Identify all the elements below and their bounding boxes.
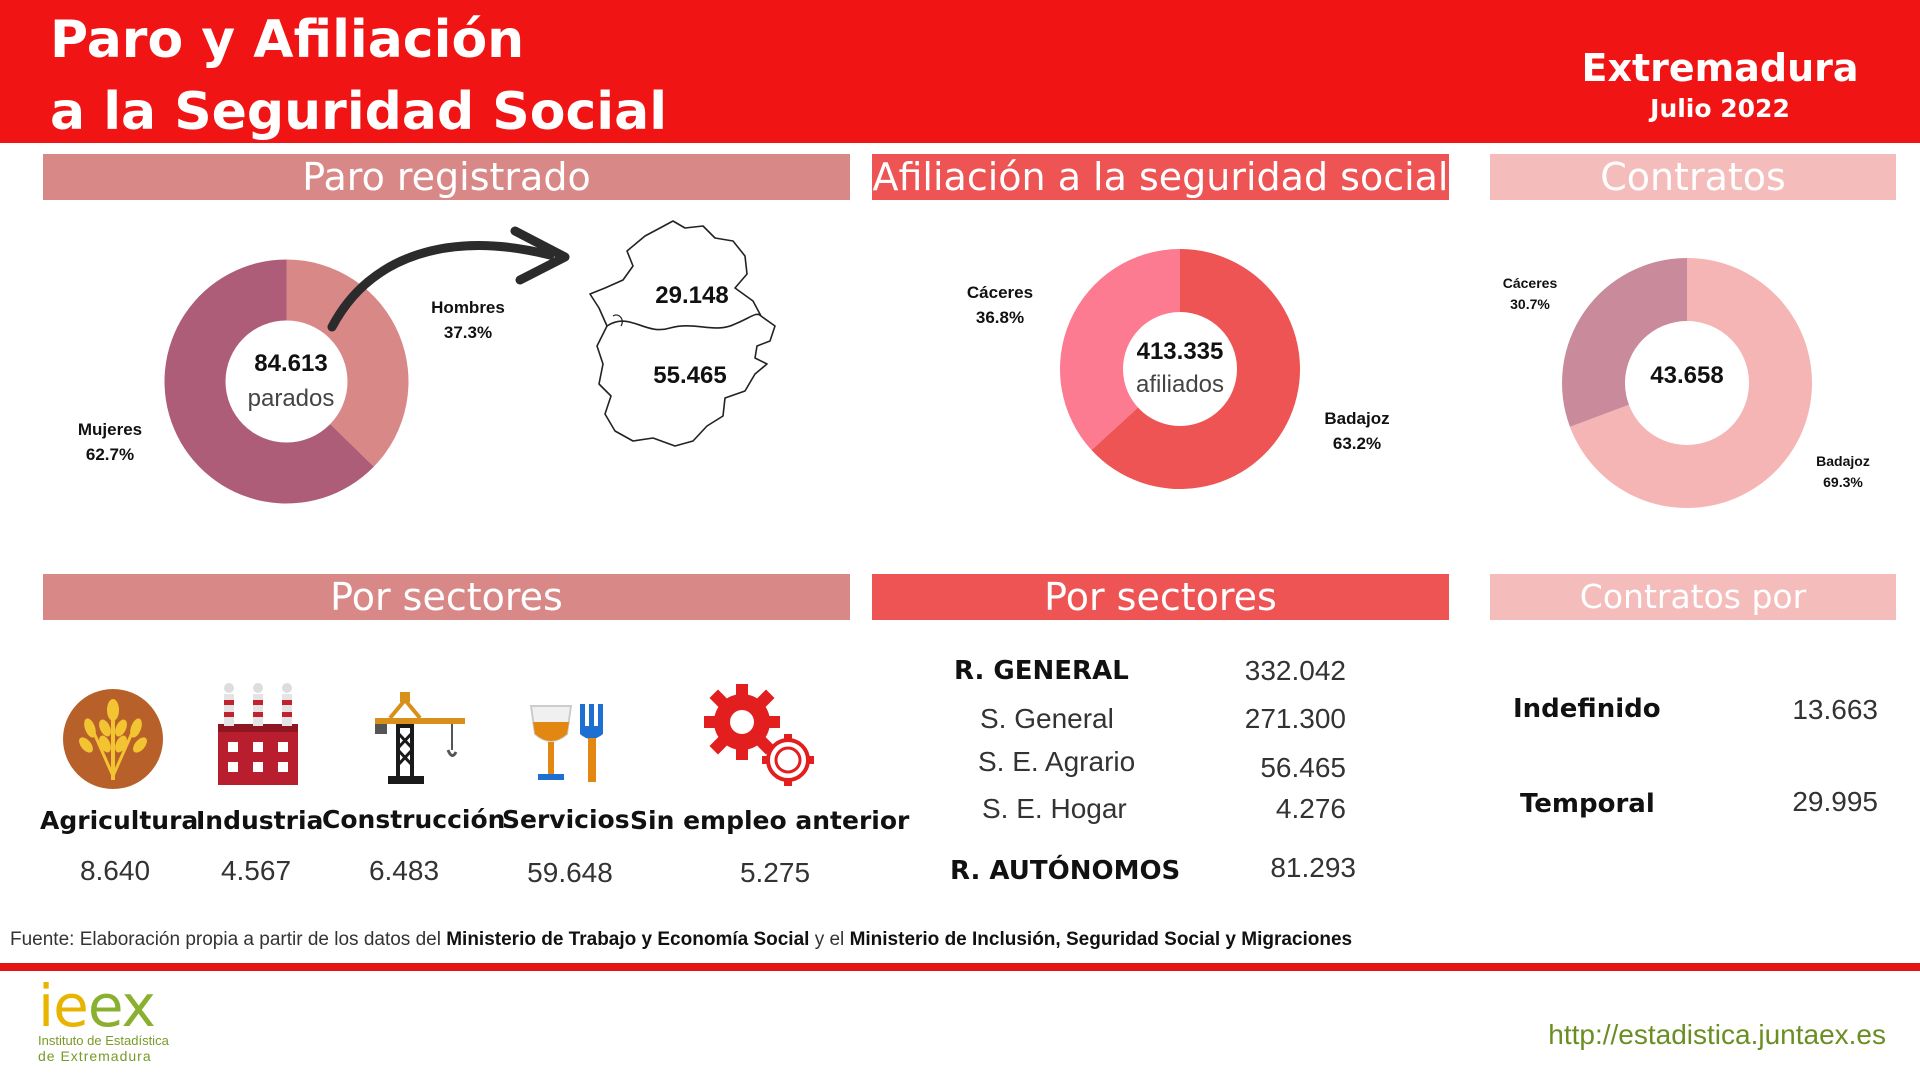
paro-caceres-value: 29.148 (655, 282, 729, 309)
footer-divider (0, 963, 1920, 971)
source-prefix: Fuente: Elaboración propia a partir de los datos del (10, 929, 447, 950)
extremadura-map-icon (585, 216, 800, 451)
paro-total-label: parados (247, 385, 335, 412)
paro-badajoz-value: 55.465 (653, 362, 727, 389)
legend-hombres-label: Hombres (431, 298, 505, 317)
source-ministry2: Ministerio de Inclusión, Seguridad Social y Migraciones (849, 929, 1353, 950)
arrow-icon (320, 215, 580, 345)
sector-servicios-label: Servicios (502, 805, 630, 834)
s-general-value: 271.300 (1244, 703, 1346, 734)
ieex-logo: ieex Instituto de Estadística de Extremadura (38, 978, 198, 1073)
s-hogar-label: S. E. Hogar (982, 793, 1127, 824)
section-contratos-modalidad: Contratos por modalidad (1490, 574, 1896, 620)
source-ministry1: Ministerio de Trabajo y Economía Social (446, 929, 810, 950)
sector-sin-empleo-label: Sin empleo anterior (630, 806, 910, 835)
sector-sin-empleo-value: 5.275 (739, 857, 811, 888)
legend-contr-caceres-pct: 30.7% (1510, 296, 1550, 312)
indefinido-value: 13.663 (1792, 694, 1878, 725)
regimen-autonomos-value: 81.293 (1270, 852, 1356, 883)
temporal-label: Temporal (1520, 789, 1655, 819)
s-agrario-label: S. E. Agrario (978, 746, 1136, 777)
legend-afil-badajoz-pct: 63.2% (1332, 434, 1382, 453)
afiliacion-total-value: 413.335 (1136, 338, 1224, 365)
regimen-autonomos-label: R. AUTÓNOMOS (950, 856, 1181, 886)
website-link[interactable]: http://estadistica.juntaex.es (1548, 1019, 1886, 1050)
legend-contr-caceres-label: Cáceres (1502, 275, 1558, 291)
afiliacion-total-label: afiliados (1135, 371, 1225, 398)
logo-sub2: de Extremadura (38, 1048, 152, 1064)
s-hogar-value: 4.276 (1275, 793, 1346, 824)
legend-hombres-pct: 37.3% (443, 323, 493, 342)
section-contratos: Contratos (1490, 154, 1896, 200)
region-title: Extremadura (1581, 46, 1859, 90)
sector-construccion-value: 6.483 (368, 855, 440, 886)
regimen-general-value: 332.042 (1244, 655, 1346, 686)
section-paro-registrado: Paro registrado (43, 154, 850, 200)
section-afil-sectores: Por sectores (872, 574, 1449, 620)
legend-mujeres (60, 417, 160, 467)
factory-icon (208, 682, 308, 787)
contratos-total-value: 43.658 (1650, 362, 1724, 389)
sector-servicios-value: 59.648 (527, 857, 613, 888)
afiliacion-donut-hole (1123, 312, 1237, 426)
sector-industria-label: Industria (196, 806, 324, 835)
gears-icon (700, 680, 820, 790)
sector-agricultura-label: Agricultura (40, 806, 199, 835)
wheat-icon (62, 688, 164, 790)
legend-contr-badajoz-label: Badajoz (1816, 453, 1870, 469)
legend-contr-badajoz-pct: 69.3% (1823, 474, 1863, 490)
legend-afil-badajoz (1307, 406, 1407, 456)
legend-mujeres-pct: 62.7% (85, 445, 135, 464)
glass-fork-icon (525, 698, 615, 788)
legend-afil-caceres-pct: 36.8% (975, 308, 1025, 327)
crane-icon (370, 688, 470, 788)
section-afiliacion: Afiliación a la seguridad social (872, 155, 1449, 199)
s-agrario-value: 56.465 (1260, 752, 1346, 783)
sector-industria-value: 4.567 (220, 855, 292, 886)
paro-total-value: 84.613 (254, 350, 328, 377)
logo-sub1: Instituto de Estadística (38, 1033, 169, 1048)
legend-afil-caceres-label: Cáceres (966, 283, 1034, 302)
legend-contr-caceres (1480, 273, 1580, 315)
temporal-value: 29.995 (1792, 786, 1878, 817)
legend-afil-badajoz-label: Badajoz (1324, 409, 1390, 428)
regimen-general-label: R. GENERAL (954, 656, 1129, 686)
source-connector: y el (809, 929, 850, 950)
indefinido-label: Indefinido (1513, 694, 1661, 724)
page-title-line2: a la Seguridad Social (50, 82, 668, 142)
sector-construccion-label: Construcción (322, 805, 506, 834)
sector-agricultura-value: 8.640 (79, 855, 151, 886)
source-note (10, 929, 1352, 951)
s-general-label: S. General (980, 703, 1114, 734)
period-label: Julio 2022 (1650, 94, 1790, 123)
section-paro-sectores: Por sectores (43, 574, 850, 620)
legend-mujeres-label: Mujeres (77, 420, 143, 439)
legend-afil-caceres (950, 280, 1050, 330)
page-title-line1: Paro y Afiliación (50, 10, 525, 70)
legend-contr-badajoz (1793, 451, 1893, 493)
afiliacion-donut-chart (1060, 249, 1300, 489)
